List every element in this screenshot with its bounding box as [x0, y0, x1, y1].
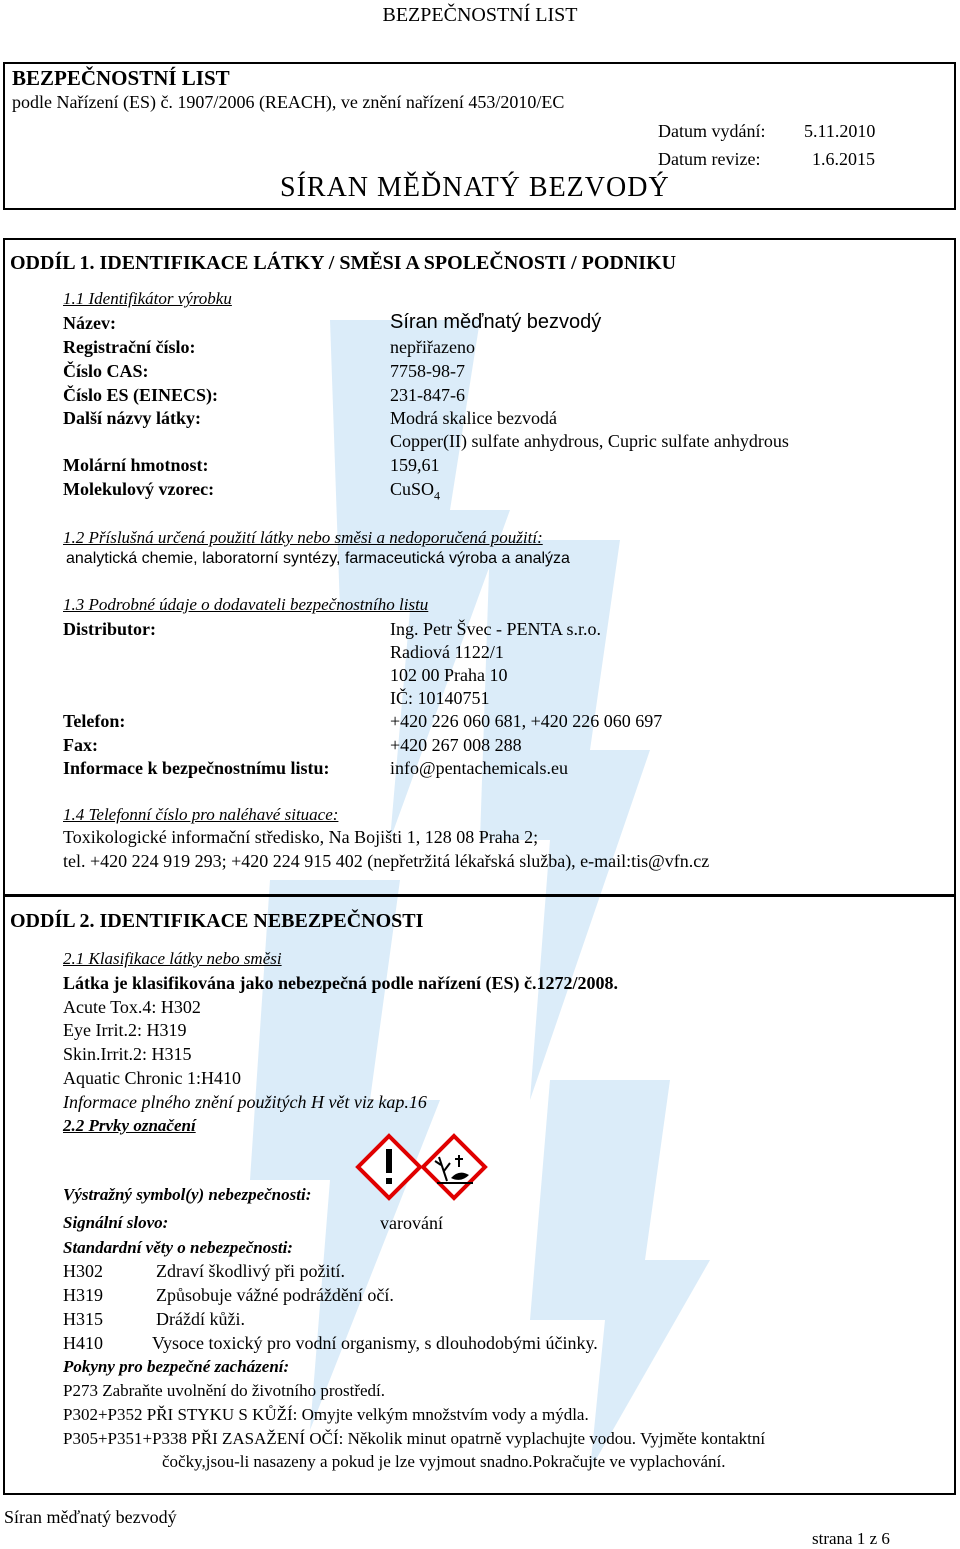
fax-label: Fax:: [63, 735, 98, 755]
product-title: SÍRAN MĚĎNATÝ BEZVODÝ: [280, 172, 670, 203]
formula-value: CuSO$_4$: [390, 479, 441, 503]
h-text-1: Zdraví škodlivý při požití.: [156, 1261, 345, 1281]
section2-heading: ODDÍL 2. IDENTIFIKACE NEBEZPEČNOSTI: [10, 910, 424, 932]
h-text-4: Vysoce toxický pro vodní organismy, s dlouhodobými účinky.: [152, 1333, 598, 1353]
h-code-1: H302: [63, 1261, 103, 1281]
phone-value: +420 226 060 681, +420 226 060 697: [390, 711, 663, 731]
precaution-1: P273 Zabraňte uvolnění do životního prostředí.: [63, 1381, 385, 1400]
revision-date-value: 1.6.2015: [812, 149, 875, 169]
s12-text: analytická chemie, laboratorní syntézy, farmaceutická výroba a analýza: [66, 550, 570, 567]
cas-label: Číslo CAS:: [63, 361, 149, 381]
es-label: Číslo ES (EINECS):: [63, 385, 219, 405]
s14-title: 1.4 Telefonní číslo pro naléhavé situace:: [63, 805, 339, 824]
other-names-label: Další názvy látky:: [63, 408, 202, 428]
other-names-value-1: Modrá skalice bezvodá: [390, 408, 557, 428]
info-email-link[interactable]: info@pentachemicals.eu: [390, 758, 569, 778]
h-statements-label: Standardní věty o nebezpečnosti:: [63, 1238, 293, 1257]
formula-label: Molekulový vzorec:: [63, 479, 215, 499]
h-text-3: Dráždí kůži.: [156, 1309, 245, 1329]
distributor-line-1: Ing. Petr Švec - PENTA s.r.o.: [390, 619, 602, 639]
molar-mass-label: Molární hmotnost:: [63, 455, 209, 475]
class-3: Skin.Irrit.2: H315: [63, 1044, 192, 1064]
ghs-pictograms: [355, 1133, 490, 1205]
class-1: Acute Tox.4: H302: [63, 997, 201, 1017]
revision-date-label: Datum revize:: [658, 149, 761, 169]
s11-title: 1.1 Identifikátor výrobku: [63, 289, 232, 308]
fax-value: +420 267 008 288: [390, 735, 522, 755]
molar-mass-value: 159,61: [390, 455, 440, 475]
precaution-2: P302+P352 PŘI STYKU S KŮŽÍ: Omyjte velkým množstvím vody a mýdla.: [63, 1405, 589, 1424]
name-label: Název:: [63, 313, 116, 333]
h-code-2: H319: [63, 1285, 103, 1305]
running-header: BEZPEČNOSTNÍ LIST: [382, 4, 578, 26]
other-names-value-2: Copper(II) sulfate anhydrous, Cupric sulfate anhydrous: [390, 431, 789, 451]
section1-heading: ODDÍL 1. IDENTIFIKACE LÁTKY / SMĚSI A SPOLEČNOSTI / PODNIKU: [10, 252, 677, 274]
reg-label: Registrační číslo:: [63, 337, 196, 357]
precaution-3: P305+P351+P338 PŘI ZASAŽENÍ OČÍ: Několik minut opatrně vyplachujte vodou. Vyjměte kontaktní: [63, 1429, 766, 1448]
signal-word-value: varování: [380, 1213, 443, 1233]
cas-value: 7758-98-7: [390, 361, 465, 381]
issue-date-label: Datum vydání:: [658, 121, 766, 141]
footer-page-number: strana 1 z 6: [812, 1529, 890, 1548]
precautions-label: Pokyny pro bezpečné zacházení:: [63, 1357, 290, 1376]
es-value: 231-847-6: [390, 385, 465, 405]
phone-label: Telefon:: [63, 711, 126, 731]
s14-line-1: Toxikologické informační středisko, Na Bojišti 1, 128 08 Praha 2;: [63, 827, 539, 847]
s14-line-2: tel. +420 224 919 293; +420 224 915 402 (nepřetržitá lékařská služba), e-mail:tis@vfn.cz: [63, 851, 710, 871]
regulation-text: podle Nařízení (ES) č. 1907/2006 (REACH), ve znění nařízení 453/2010/EC: [12, 92, 565, 112]
info-label: Informace k bezpečnostnímu listu:: [63, 758, 330, 778]
s12-title: 1.2 Příslušná určená použití látky nebo směsi a nedoporučená použití:: [63, 528, 543, 547]
distributor-line-4: IČ: 10140751: [390, 688, 490, 708]
h-code-4: H410: [63, 1333, 103, 1353]
footer-product: Síran měďnatý bezvodý: [4, 1507, 177, 1527]
exclamation-mark-pictogram-icon: [358, 1136, 420, 1198]
s21-note: Informace plného znění použitých H vět viz kap.16: [63, 1092, 427, 1112]
name-value: Síran měďnatý bezvodý: [390, 311, 602, 333]
symbols-label: Výstražný symbol(y) nebezpečnosti:: [63, 1185, 312, 1204]
distributor-line-2: Radiová 1122/1: [390, 642, 504, 662]
h-code-3: H315: [63, 1309, 103, 1329]
precaution-3-continued: čočky,jsou-li nasazeny a pokud je lze vyjmout snadno.Pokračujte ve vyplachování.: [162, 1452, 726, 1471]
issue-date-value: 5.11.2010: [804, 121, 876, 141]
h-text-2: Způsobuje vážné podráždění očí.: [156, 1285, 394, 1305]
signal-word-label: Signální slovo:: [63, 1213, 169, 1232]
s21-title: 2.1 Klasifikace látky nebo směsi: [63, 949, 282, 968]
class-2: Eye Irrit.2: H319: [63, 1020, 187, 1040]
document-title: BEZPEČNOSTNÍ LIST: [12, 66, 230, 90]
distributor-line-3: 102 00 Praha 10: [390, 665, 508, 685]
s13-title: 1.3 Podrobné údaje o dodavateli bezpečnostního listu: [63, 595, 429, 614]
s21-statement: Látka je klasifikována jako nebezpečná podle nařízení (ES) č.1272/2008.: [63, 973, 619, 993]
distributor-label: Distributor:: [63, 619, 156, 639]
reg-value: nepřiřazeno: [390, 337, 475, 357]
class-4: Aquatic Chronic 1:H410: [63, 1068, 241, 1088]
environment-pictogram-icon: [423, 1136, 485, 1198]
s22-title: 2.2 Prvky označení: [63, 1116, 196, 1135]
